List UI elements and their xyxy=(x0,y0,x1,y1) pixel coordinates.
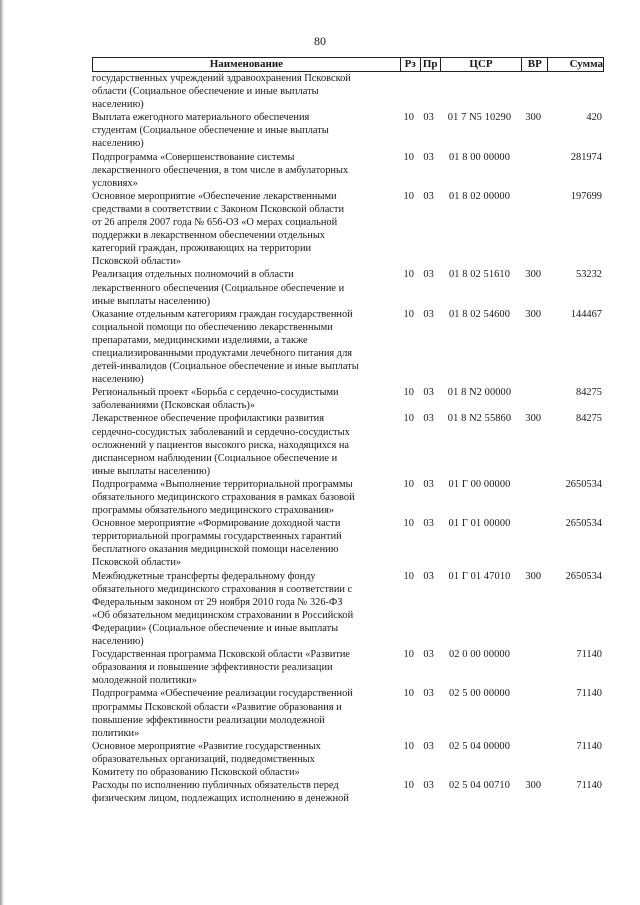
cell-vr: 300 xyxy=(525,413,542,425)
page-number: 80 xyxy=(314,34,326,48)
cell-pr: 03 xyxy=(423,413,434,425)
cell-rz: 10 xyxy=(403,151,415,163)
cell-sum: 144467 xyxy=(570,308,602,320)
table-row xyxy=(92,478,604,517)
cell-csr: 02 5 00 00000 xyxy=(448,688,510,700)
cell-pr: 03 xyxy=(423,478,434,490)
cell-csr: 01 Г 01 47010 xyxy=(448,570,511,582)
cell-vr xyxy=(520,190,546,269)
table-body xyxy=(92,72,604,805)
cell-csr: 01 7 N5 10290 xyxy=(447,112,512,124)
cell-name: Региональный проект «Борьба с сердечно-сосудистыми заболеваниями (Псковская область)» xyxy=(92,387,339,412)
cell-vr xyxy=(520,648,546,687)
cell-csr: 01 8 02 54600 xyxy=(448,308,510,320)
budget-table xyxy=(92,57,604,805)
cell-rz: 10 xyxy=(403,387,415,399)
table-row xyxy=(92,648,604,687)
cell-csr: 02 5 04 00710 xyxy=(448,780,510,792)
header-name: Наименование xyxy=(209,58,284,70)
cell-sum: 281974 xyxy=(570,151,602,163)
cell-pr: 03 xyxy=(423,740,434,752)
cell-sum xyxy=(546,72,604,111)
cell-pr: 03 xyxy=(423,190,434,202)
header-rz: Рз xyxy=(400,58,420,71)
cell-name: Основное мероприятие «Формирование доходной части территориальной программы государственных гарантий бесплатного оказания медицинской помощи населению Псковской области» xyxy=(92,518,342,569)
cell-vr xyxy=(520,386,546,412)
cell-sum: 53232 xyxy=(576,269,602,281)
cell-csr: 02 0 00 00000 xyxy=(448,649,510,661)
cell-rz: 10 xyxy=(403,518,415,530)
cell-sum: 2650534 xyxy=(565,570,602,582)
cell-sum: 71140 xyxy=(576,740,602,752)
cell-rz: 10 xyxy=(403,649,415,661)
cell-pr: 03 xyxy=(423,570,434,582)
table-row xyxy=(92,268,604,307)
cell-name: Подпрограмма «Совершенствование системы лекарственного обеспечения, в том числе в амбулаторных условиях» xyxy=(92,151,349,189)
cell-name: Лекарственное обеспечение профилактики развития сердечно-сосудистых заболеваний и сердечно-сосудистых осложнений у пациентов высокого риска, находящихся на диспансерном наблюдении (Социальное обеспечение и иные выплаты населению) xyxy=(92,413,350,477)
cell-name: Расходы по исполнению публичных обязательств перед физическим лицом, подлежащих исполнению в денежной xyxy=(92,780,349,805)
header-vr: ВР xyxy=(521,58,547,71)
cell-vr: 300 xyxy=(525,308,542,320)
cell-vr: 300 xyxy=(525,269,542,281)
cell-rz: 10 xyxy=(403,413,415,425)
cell-csr: 01 8 02 00000 xyxy=(448,190,510,202)
table-row xyxy=(92,687,604,739)
cell-sum: 420 xyxy=(586,112,602,124)
cell-pr: 03 xyxy=(423,780,434,792)
table-row xyxy=(92,151,604,190)
header-sum: Сумма xyxy=(547,58,603,71)
cell-rz: 10 xyxy=(403,780,415,792)
cell-vr: 300 xyxy=(525,112,542,124)
table-row xyxy=(92,111,604,150)
table-row xyxy=(92,190,604,269)
cell-rz: 10 xyxy=(403,740,415,752)
cell-name: Основное мероприятие «Развитие государственных образовательных организаций, подведомственных Комитету по образованию Псковской области» xyxy=(92,740,321,778)
cell-pr: 03 xyxy=(423,308,434,320)
cell-rz: 10 xyxy=(403,269,415,281)
cell-vr xyxy=(520,740,546,779)
table-row xyxy=(92,570,604,649)
cell-name: Государственная программа Псковской области «Развитие образования и повышение эффективности реализации молодежной политики» xyxy=(92,649,351,687)
cell-csr: 01 8 02 51610 xyxy=(448,269,510,281)
cell-pr: 03 xyxy=(423,269,434,281)
cell-sum: 84275 xyxy=(576,413,602,425)
table-row xyxy=(92,740,604,779)
cell-pr xyxy=(419,72,439,111)
table-row xyxy=(92,308,604,387)
table-row xyxy=(92,517,604,569)
cell-name: Межбюджетные трансферты федеральному фонду обязательного медицинского страхования в соответствии с Федеральным законом от 29 ноября 2010 года № 326-ФЗ «Об обязательном медицинском страховании в Российской Федерации» (Социальное обеспечение и иные выплаты населению) xyxy=(92,570,354,648)
cell-pr: 03 xyxy=(423,387,434,399)
cell-rz: 10 xyxy=(403,190,415,202)
table-row xyxy=(92,779,604,805)
cell-name: Реализация отдельных полномочий в области лекарственного обеспечения (Социальное обеспечение и иные выплаты населению) xyxy=(92,269,345,307)
cell-csr: 02 5 04 00000 xyxy=(448,740,510,752)
cell-sum: 2650534 xyxy=(565,518,602,530)
cell-pr: 03 xyxy=(423,688,434,700)
cell-vr xyxy=(520,72,546,111)
cell-rz xyxy=(399,72,419,111)
cell-name: Подпрограмма «Выполнение территориальной программы обязательного медицинского страхования в рамках базовой программы обязательного медицинского страхования» xyxy=(92,478,355,517)
cell-sum: 2650534 xyxy=(565,478,602,490)
cell-name: государственных учреждений здравоохранения Псковской области (Социальное обеспечение и иные выплаты населению) xyxy=(92,73,351,111)
table-row xyxy=(92,412,604,477)
table-header-row xyxy=(92,57,604,72)
cell-name: Выплата ежегодного материального обеспечения студентам (Социальное обеспечение и иные выплаты населению) xyxy=(92,112,329,150)
cell-name: Оказание отдельным категориям граждан государственной социальной помощи по обеспечению лекарственными препаратами, медицинскими изделиями, а также специализированными продуктами лечебного питания для детей-инвалидов (Социальное обеспечение и иные выплаты населению) xyxy=(92,308,359,386)
cell-pr: 03 xyxy=(423,518,434,530)
cell-vr xyxy=(520,517,546,569)
cell-sum: 71140 xyxy=(576,688,602,700)
cell-pr: 03 xyxy=(423,649,434,661)
cell-vr: 300 xyxy=(525,570,542,582)
cell-rz: 10 xyxy=(403,478,415,490)
cell-pr: 03 xyxy=(423,112,434,124)
scan-edge-shadow xyxy=(0,0,4,905)
cell-name: Основное мероприятие «Обеспечение лекарственными средствами в соответствии с Законом Псковской области от 26 апреля 2007 года № 656-ОЗ «О мерах социальной поддержки в лекарственном обеспечении отдельных категорий граждан, проживающих на территории Псковской области» xyxy=(92,190,345,268)
header-pr: Пр xyxy=(420,58,440,71)
cell-csr: 01 8 N2 55860 xyxy=(447,413,512,425)
cell-vr: 300 xyxy=(525,780,542,792)
cell-csr xyxy=(439,72,521,111)
cell-rz: 10 xyxy=(403,570,415,582)
cell-vr xyxy=(520,151,546,190)
cell-sum: 71140 xyxy=(576,649,602,661)
cell-csr: 01 8 N2 00000 xyxy=(447,387,512,399)
cell-sum: 197699 xyxy=(570,190,602,202)
cell-csr: 01 Г 00 00000 xyxy=(448,478,511,490)
cell-sum: 71140 xyxy=(576,780,602,792)
cell-vr xyxy=(520,478,546,517)
cell-csr: 01 Г 01 00000 xyxy=(448,518,511,530)
table-row xyxy=(92,386,604,412)
cell-csr: 01 8 00 00000 xyxy=(448,151,510,163)
table-row xyxy=(92,72,604,111)
cell-rz: 10 xyxy=(403,112,415,124)
header-csr: ЦСР xyxy=(440,58,522,71)
cell-vr xyxy=(520,687,546,739)
cell-rz: 10 xyxy=(403,308,415,320)
cell-name: Подпрограмма «Обеспечение реализации государственной программы Псковской области «Развитие образования и повышение эффективности реализации молодежной политики» xyxy=(92,688,353,739)
cell-rz: 10 xyxy=(403,688,415,700)
cell-sum: 84275 xyxy=(576,387,602,399)
cell-pr: 03 xyxy=(423,151,434,163)
